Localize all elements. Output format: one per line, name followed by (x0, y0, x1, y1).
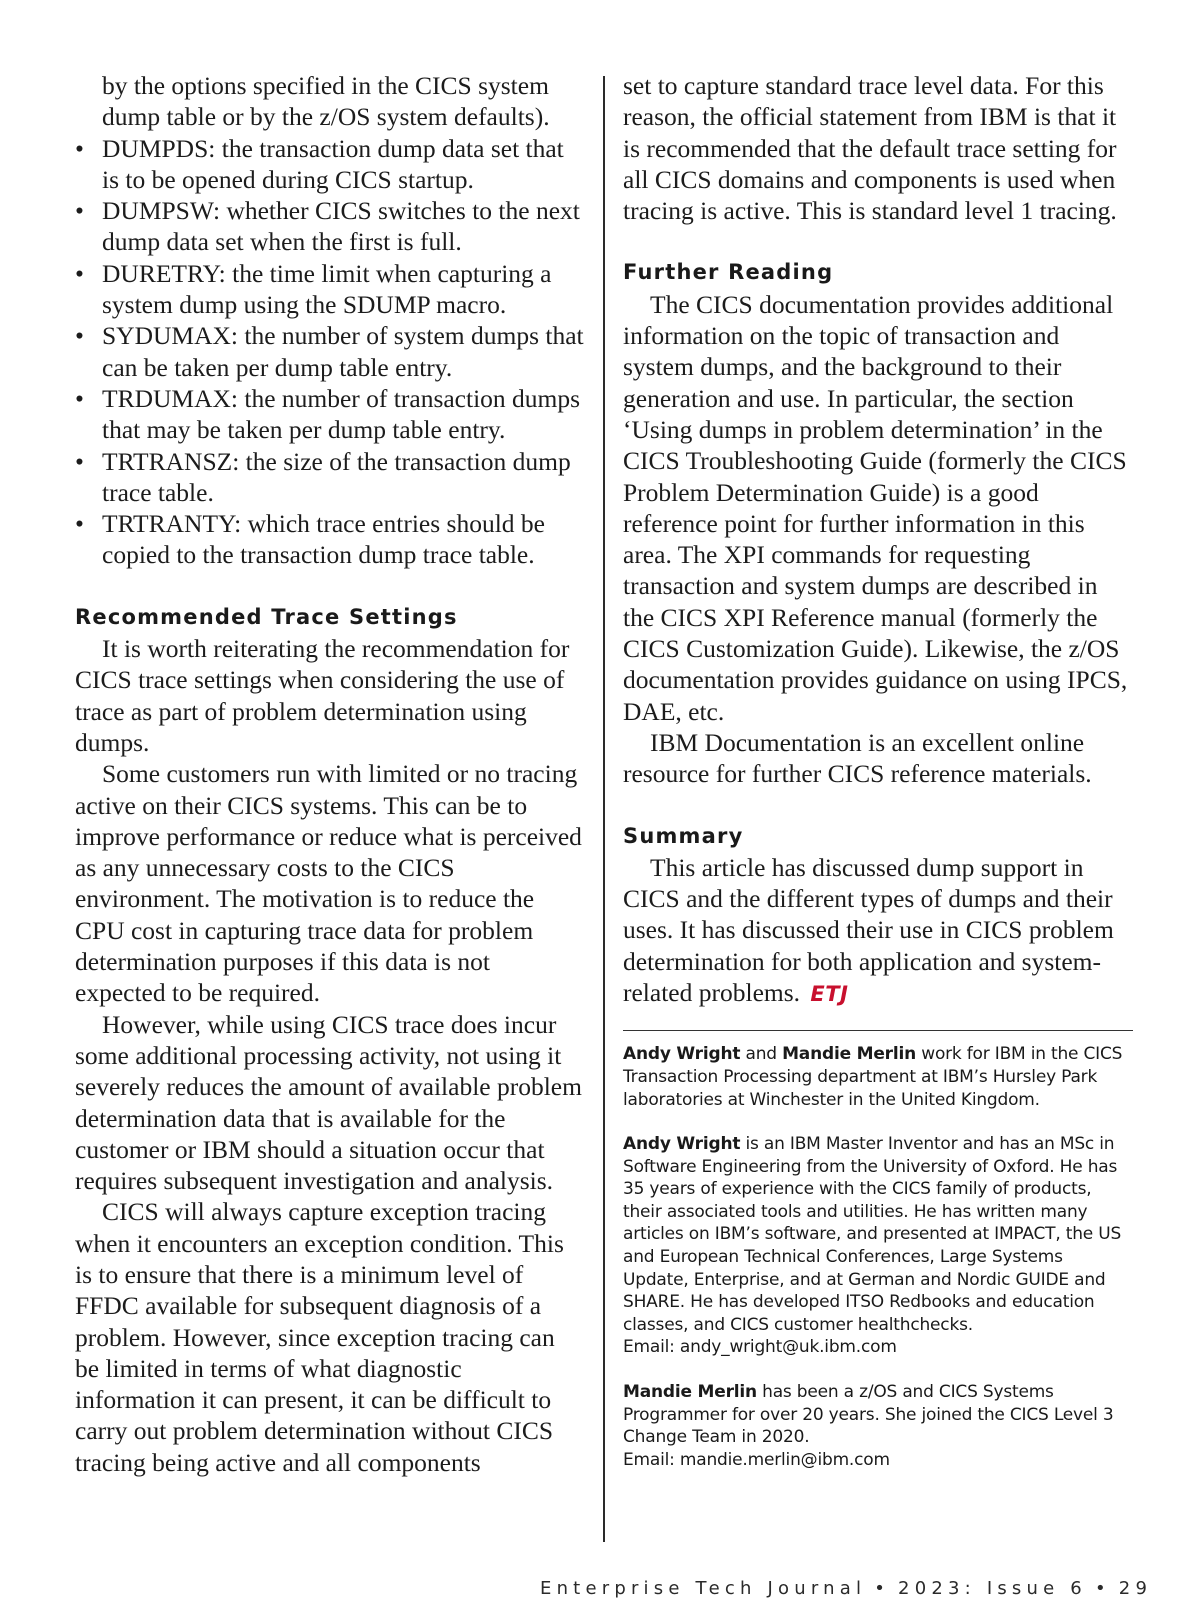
paragraph: The CICS documentation provides additional information on the topic of transaction and system dumps, and the background to their generation and use. In particular, the section ‘Using dumps in problem determination’ in the CICS Troubleshooting Guide (formerly the CICS Problem Determination Guide) is a good reference point for further information in this area. The XPI commands for requesting transaction and system dumps are described in the CICS XPI Reference manual (formerly the CICS Customization Guide). Likewise, the z/OS documentation provides guidance on using IPCS, DAE, etc. (623, 289, 1128, 726)
author-name: Andy Wright (623, 1044, 741, 1065)
separator: • (874, 1578, 891, 1599)
summary-paragraph (623, 852, 1133, 1010)
paragraph: CICS will always capture exception tracing when it encounters an exception condition. This is to ensure that there is a minimum level of FFDC available for subsequent diagnosis of a problem. However, since exception tracing can be limited in terms of what diagnostic information it can present, it can be difficult to carry out problem determination without CICS tracing being active and all components (75, 1197, 564, 1477)
issue-label: 2023: Issue 6 (898, 1578, 1087, 1599)
right-column (623, 70, 1133, 1471)
paragraph: Some customers run with limited or no tracing active on their CICS systems. This can be to improve performance or reduce what is perceived as any unnecessary costs to the CICS environment. The motivation is to reduce the CPU cost in capturing trace data for problem determination purposes if this data is not expected to be required. (75, 759, 582, 1008)
list-item: • DUMPDS: the transaction dump data set that is to be opened during CICS startup. (75, 133, 585, 196)
paragraph-continuation: set to capture standard trace level data. For this reason, the official statement from IBM is that it is recommended that the default trace setting for all CICS domains and components is used when tracing is active. This is standard level 1 tracing. (623, 71, 1117, 226)
section-heading-further-reading: Further Reading (623, 260, 834, 285)
bio-divider (623, 1030, 1133, 1031)
page-footer (540, 1578, 1153, 1599)
publication-name: Enterprise Tech Journal (540, 1578, 867, 1599)
bio-text: is an IBM Master Inventor and has an MSc in Software Engineering from the University of Oxford. He has 35 years of experience with the CICS family of products, their associated tools and utilities. He has written many articles on IBM’s software, and presented at IMPACT, the US and European Technical Conferences, Large Systems Update, Enterprise, and at German and Nordic GUIDE and SHARE. He has developed ITSO Redbooks and education classes, and CICS customer healthchecks. (623, 1134, 1122, 1335)
author-email: Email: andy_wright@uk.ibm.com (623, 1337, 897, 1358)
list-item: • TRTRANTY: which trace entries should be copied to the transaction dump trace table. (75, 508, 585, 571)
summary-text: This article has discussed dump support in CICS and the different types of dumps and their uses. It has discussed their use in CICS problem determination for both application and system-related problems. (623, 852, 1114, 1008)
list-item: • SYDUMAX: the number of system dumps that can be taken per dump table entry. (75, 320, 585, 383)
left-column (75, 70, 585, 1478)
column-divider (603, 76, 605, 1542)
paragraph: IBM Documentation is an excellent online resource for further CICS reference materials. (623, 727, 1092, 789)
author-name: Andy Wright (623, 1134, 741, 1155)
author-bio-mandie (623, 1381, 1133, 1471)
separator: • (1094, 1578, 1111, 1599)
intro-continuation: by the options specified in the CICS system dump table or by the z/OS system defaults). (102, 71, 550, 132)
author-name: Mandie Merlin (782, 1044, 917, 1065)
list-item: • TRTRANSZ: the size of the transaction dump trace table. (75, 446, 585, 509)
author-bio-intro (623, 1043, 1133, 1111)
list-item: • DUMPSW: whether CICS switches to the next dump data set when the first is full. (75, 195, 585, 258)
page-number: 29 (1118, 1578, 1153, 1599)
author-name: Mandie Merlin (623, 1382, 757, 1403)
list-item: • TRDUMAX: the number of transaction dumps that may be taken per dump table entry. (75, 383, 585, 446)
list-item: • DURETRY: the time limit when capturing a system dump using the SDUMP macro. (75, 258, 585, 321)
section-heading-trace-settings: Recommended Trace Settings (75, 604, 458, 629)
bio-text: work for IBM in the CICS Transaction Processing department at IBM’s Hursley Park laboratories at Winchester in the United Kingdom. (623, 1044, 1123, 1110)
section-heading-summary: Summary (623, 823, 744, 848)
bio-connector: and (740, 1044, 783, 1065)
paragraph: It is worth reiterating the recommendation for CICS trace settings when considering the use of trace as part of problem determination using dumps. (75, 634, 570, 757)
author-bio-andy (623, 1133, 1133, 1359)
author-email: Email: mandie.merlin@ibm.com (623, 1449, 890, 1470)
bio-text: has been a z/OS and CICS Systems Programmer for over 20 years. She joined the CICS Level 3 Change Team in 2020. (623, 1382, 1114, 1448)
etj-end-mark: ETJ (810, 982, 849, 1007)
paragraph: However, while using CICS trace does incur some additional processing activity, not using it severely reduces the amount of available problem determination data that is available for the customer or IBM should a situation occur that requires subsequent investigation and analysis. (75, 1009, 582, 1196)
dump-options-list (75, 133, 585, 571)
